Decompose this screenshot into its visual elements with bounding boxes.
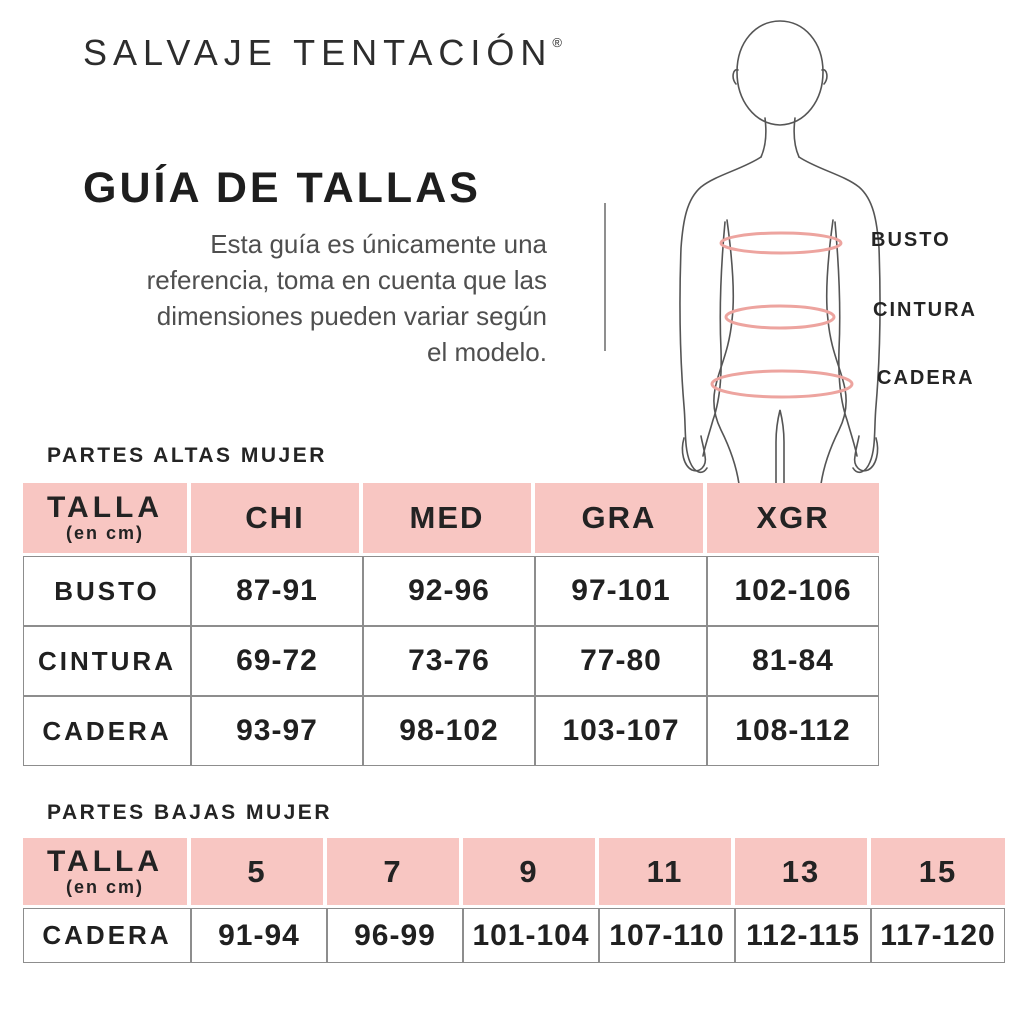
row-label: CADERA (23, 908, 191, 963)
table-cell: 108-112 (707, 696, 879, 766)
table-cell: 98-102 (363, 696, 535, 766)
table-row-cintura (23, 626, 879, 696)
body-measurement-figure (590, 8, 1024, 484)
table-cell: 97-101 (535, 556, 707, 626)
talla-unit-label: (en cm) (65, 523, 144, 543)
section-heading-partes-bajas: PARTES BAJAS MUJER (47, 801, 332, 824)
table-cell: 77-80 (535, 626, 707, 696)
column-header-gra: GRA (535, 483, 707, 556)
female-body-outline-icon (590, 8, 1024, 484)
table-cell: 96-99 (327, 908, 463, 963)
table-cell: 81-84 (707, 626, 879, 696)
size-table-partes-altas (23, 483, 879, 766)
description-line: Esta guía es únicamente una (210, 229, 547, 259)
table-header-row (23, 838, 1005, 908)
table-cell: 93-97 (191, 696, 363, 766)
page-title: GUÍA DE TALLAS (83, 164, 481, 212)
table-header-row (23, 483, 879, 556)
table-cell: 87-91 (191, 556, 363, 626)
table-cell: 117-120 (871, 908, 1005, 963)
waist-measure-line-icon (726, 306, 834, 328)
table-row-cadera (23, 696, 879, 766)
table-cell: 69-72 (191, 626, 363, 696)
talla-unit-label: (en cm) (65, 876, 144, 897)
size-table-partes-bajas (23, 838, 1005, 963)
column-header-13: 13 (735, 838, 871, 908)
row-label: CINTURA (23, 626, 191, 696)
table-cell: 102-106 (707, 556, 879, 626)
column-header-talla (23, 483, 191, 556)
bust-measure-line-icon (721, 233, 841, 253)
row-label: CADERA (23, 696, 191, 766)
table-cell: 92-96 (363, 556, 535, 626)
vertical-divider (604, 203, 606, 351)
hip-measure-line-icon (712, 371, 852, 397)
figure-label-busto: BUSTO (871, 229, 951, 251)
brand-name: SALVAJE TENTACIÓN (83, 32, 553, 73)
figure-label-cadera: CADERA (877, 367, 975, 389)
table-row-cadera (23, 908, 1005, 963)
description-line: dimensiones pueden variar según (156, 301, 547, 331)
table-cell: 112-115 (735, 908, 871, 963)
guide-description (55, 226, 547, 370)
column-header-xgr: XGR (707, 483, 879, 556)
figure-label-cintura: CINTURA (873, 299, 977, 321)
table-cell: 103-107 (535, 696, 707, 766)
table-cell: 101-104 (463, 908, 599, 963)
column-header-chi: CHI (191, 483, 363, 556)
table-cell: 107-110 (599, 908, 735, 963)
table-cell: 73-76 (363, 626, 535, 696)
table-row-busto (23, 556, 879, 626)
description-line: el modelo. (427, 337, 547, 367)
column-header-med: MED (363, 483, 535, 556)
column-header-5: 5 (191, 838, 327, 908)
table-cell: 91-94 (191, 908, 327, 963)
column-header-9: 9 (463, 838, 599, 908)
row-label: BUSTO (23, 556, 191, 626)
column-header-7: 7 (327, 838, 463, 908)
talla-label: TALLA (46, 491, 164, 524)
column-header-15: 15 (871, 838, 1005, 908)
registered-trademark-icon: ® (552, 35, 563, 50)
column-header-11: 11 (599, 838, 735, 908)
brand-logo (83, 32, 562, 74)
section-heading-partes-altas: PARTES ALTAS MUJER (47, 444, 327, 467)
column-header-talla (23, 838, 191, 908)
description-line: referencia, toma en cuenta que las (146, 265, 547, 295)
talla-label: TALLA (46, 844, 164, 878)
